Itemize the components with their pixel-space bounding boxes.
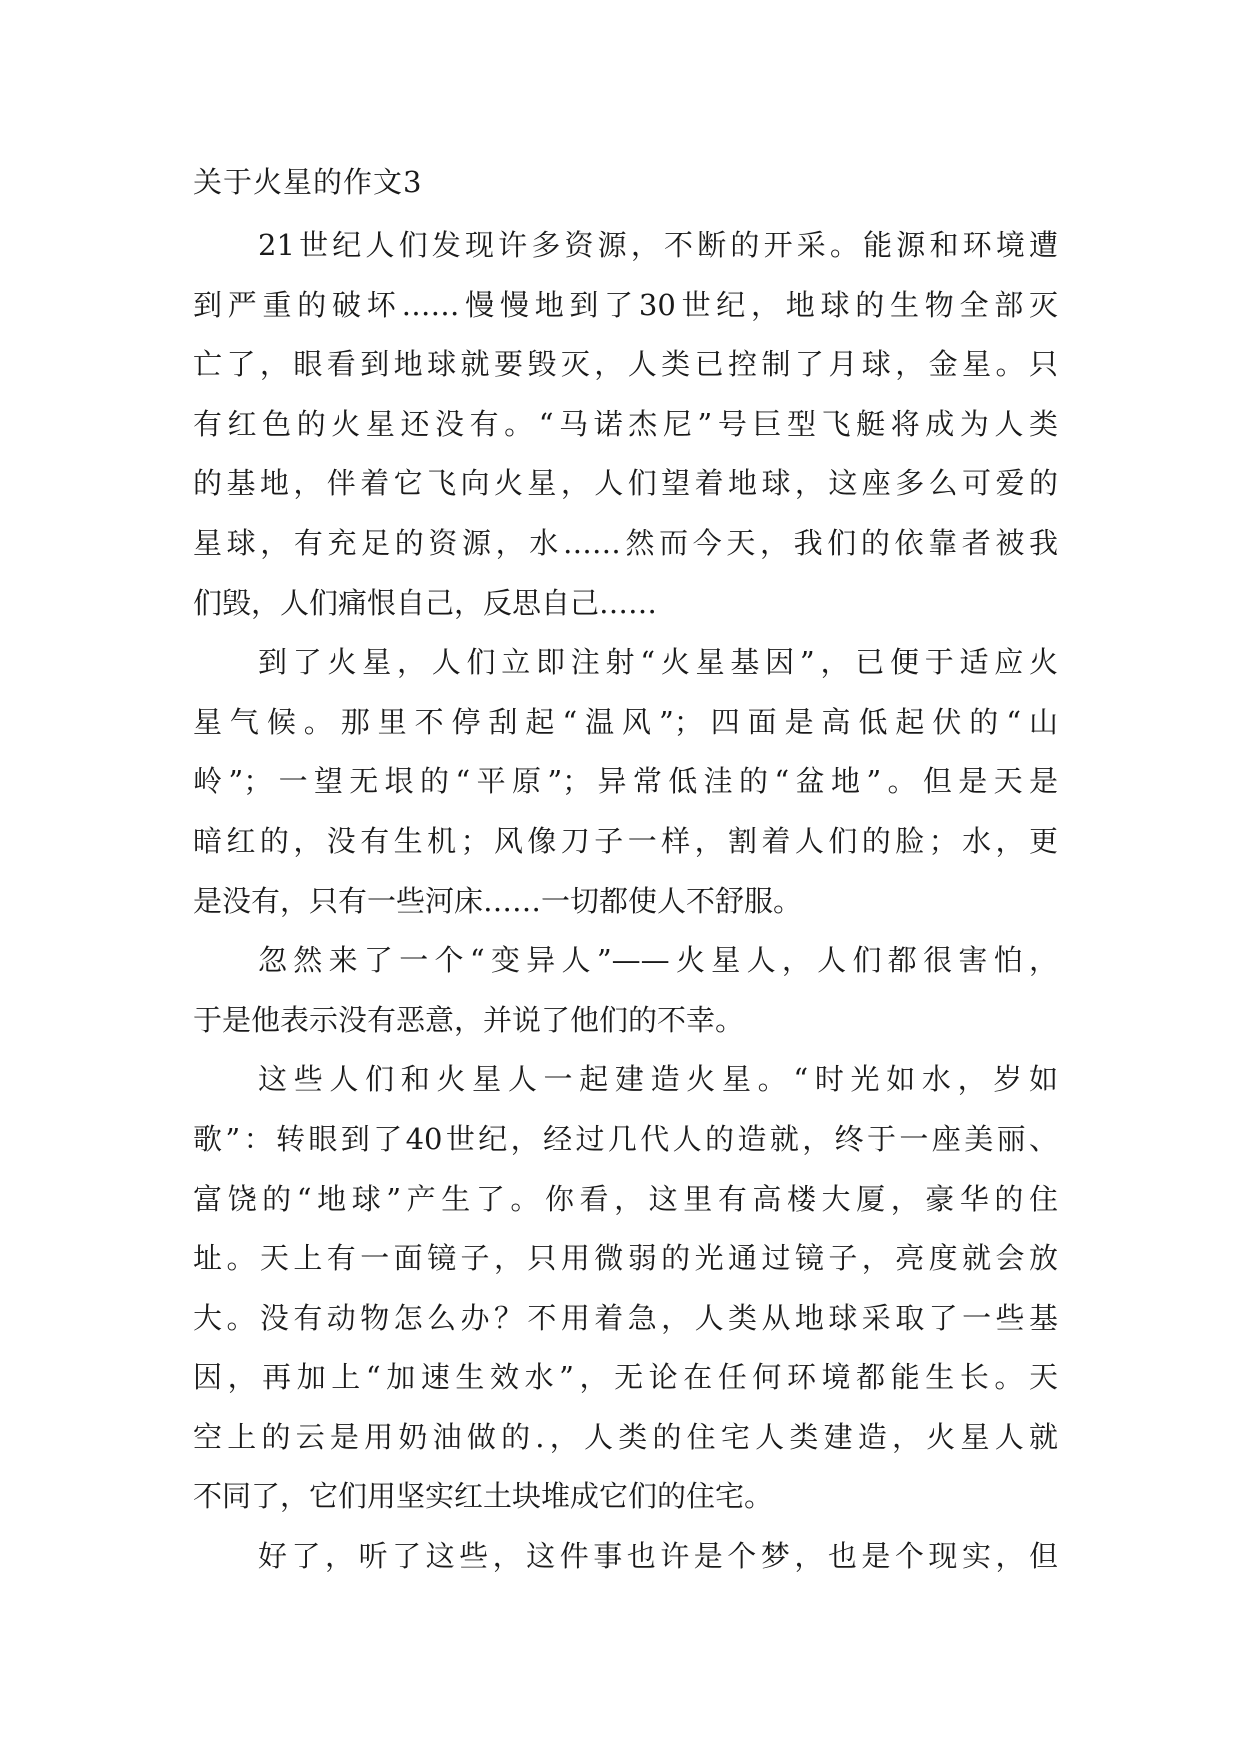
text-line: 亡了，眼看到地球就要毁灭，人类已控制了月球，金星。只 (193, 347, 1058, 382)
document-title: 关于火星的作文3 (193, 165, 423, 199)
text-line: 到严重的破坏……慢慢地到了30世纪，地球的生物全部灭 (193, 287, 1058, 322)
text-line: 空上的云是用奶油做的.，人类的住宅人类建造，火星人就 (193, 1419, 1058, 1454)
text-line: 暗红的，没有生机；风像刀子一样，割着人们的脸；水，更 (193, 823, 1058, 858)
paragraph (193, 931, 1058, 1050)
text-line: 于是他表示没有恶意，并说了他们的不幸。 (193, 1002, 745, 1037)
text-line: 21世纪人们发现许多资源，不断的开采。能源和环境遭 (258, 228, 1058, 262)
text-line: 址。天上有一面镜子，只用微弱的光通过镜子，亮度就会放 (193, 1241, 1058, 1276)
text-line: 这些人们和火星人一起建造火星。“时光如水，岁如 (258, 1062, 1058, 1097)
text-line: 忽然来了一个“变异人”——火星人，人们都很害怕， (258, 943, 1058, 978)
text-line: 到了火星，人们立即注射“火星基因”，已便于适应火 (258, 645, 1058, 680)
text-line: 是没有，只有一些河床……一切都使人不舒服。 (193, 883, 803, 918)
paragraph (193, 633, 1058, 931)
text-line: 岭”；一望无垠的“平原”；异常低洼的“盆地”。但是天是 (193, 764, 1058, 799)
text-line: 富饶的“地球”产生了。你看，这里有高楼大厦，豪华的住 (193, 1181, 1058, 1216)
text-line: 不同了，它们用坚实红土块堆成它们的住宅。 (193, 1479, 774, 1514)
paragraph (193, 216, 1058, 633)
document-body (193, 216, 1058, 1587)
paragraph (193, 1050, 1058, 1527)
text-line: 星气候。那里不停刮起“温风”；四面是高低起伏的“山 (193, 704, 1058, 739)
text-line: 星球，有充足的资源，水……然而今天，我们的依靠者被我 (193, 525, 1058, 560)
text-line: 有红色的火星还没有。“马诺杰尼”号巨型飞艇将成为人类 (193, 406, 1058, 441)
text-line: 歌”：转眼到了40世纪，经过几代人的造就，终于一座美丽、 (193, 1121, 1058, 1156)
paragraph (193, 1527, 1058, 1587)
text-line: 的基地，伴着它飞向火星，人们望着地球，这座多么可爱的 (193, 466, 1058, 501)
text-line: 们毁，人们痛恨自己，反思自己…… (193, 585, 658, 620)
text-line: 大。没有动物怎么办？不用着急，人类从地球采取了一些基 (193, 1300, 1058, 1335)
text-line: 因，再加上“加速生效水”，无论在任何环境都能生长。天 (193, 1360, 1058, 1395)
text-line: 好了，听了这些，这件事也许是个梦，也是个现实，但 (258, 1539, 1058, 1574)
